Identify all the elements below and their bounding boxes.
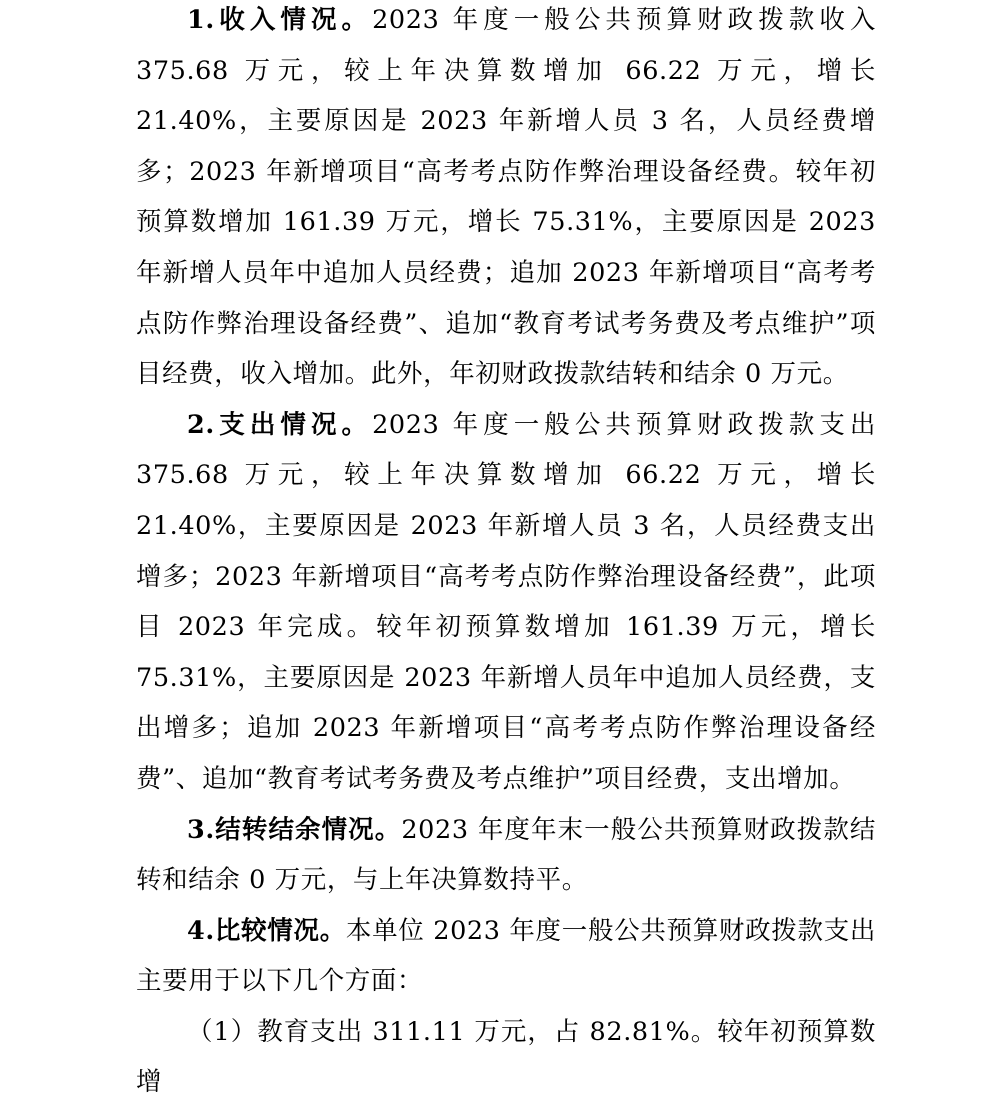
section-heading: 3.结转结余情况。 <box>187 814 402 845</box>
section-body: 2023 年度一般公共预算财政拨款收入 375.68 万元，较上年决算数增加 66.22 万元，增长 21.40%，主要原因是 2023 年新增人员 3 名，人员经费增多；2023 年新增项目“高考考点防作弊治理设备经费。较年初预算数增加 161.39 万元，增长 75.31%，主要原因是 2023 年新增人员年中追加人员经费；追加 2023 年新增项目“高考考点防作弊治理设备经费”、追加“教育考试考务费及考点维护”项目经费，收入增加。此外，年初财政拨款结转和结余 0 万元。 <box>136 5 876 390</box>
section-body: 2023 年度一般公共预算财政拨款支出 375.68 万元，较上年决算数增加 66.22 万元，增长 21.40%，主要原因是 2023 年新增人员 3 名，人员经费支出增多；2023 年新增项目“高考考点防作弊治理设备经费”，此项目 2023 年完成。较年初预算数增加 161.39 万元，增长 75.31%，主要原因是 2023 年新增人员年中追加人员经费，支出增多；追加 2023 年新增项目“高考考点防作弊治理设备经费”、追加“教育考试考务费及考点维护”项目经费，支出增加。 <box>136 409 876 794</box>
list-item-text: （1）教育支出 311.11 万元，占 82.81%。较年初预算数增 <box>136 1016 876 1098</box>
section-body: 2023 年度年末一般公共预算财政拨款结转和结余 0 万元，与上年决算数持平。 <box>136 814 876 896</box>
list-item-education <box>136 1007 876 1108</box>
section-heading: 1.收入情况。 <box>187 5 373 35</box>
section-expenditure <box>136 400 876 805</box>
section-body: 本单位 2023 年度一般公共预算财政拨款支出主要用于以下几个方面： <box>136 915 876 997</box>
section-heading: 2.支出情况。 <box>187 409 373 440</box>
section-income <box>136 0 876 400</box>
document-page <box>136 0 876 1108</box>
section-carryover <box>136 805 876 906</box>
section-comparison <box>136 906 876 1007</box>
section-heading: 4.比较情况。 <box>187 915 346 946</box>
